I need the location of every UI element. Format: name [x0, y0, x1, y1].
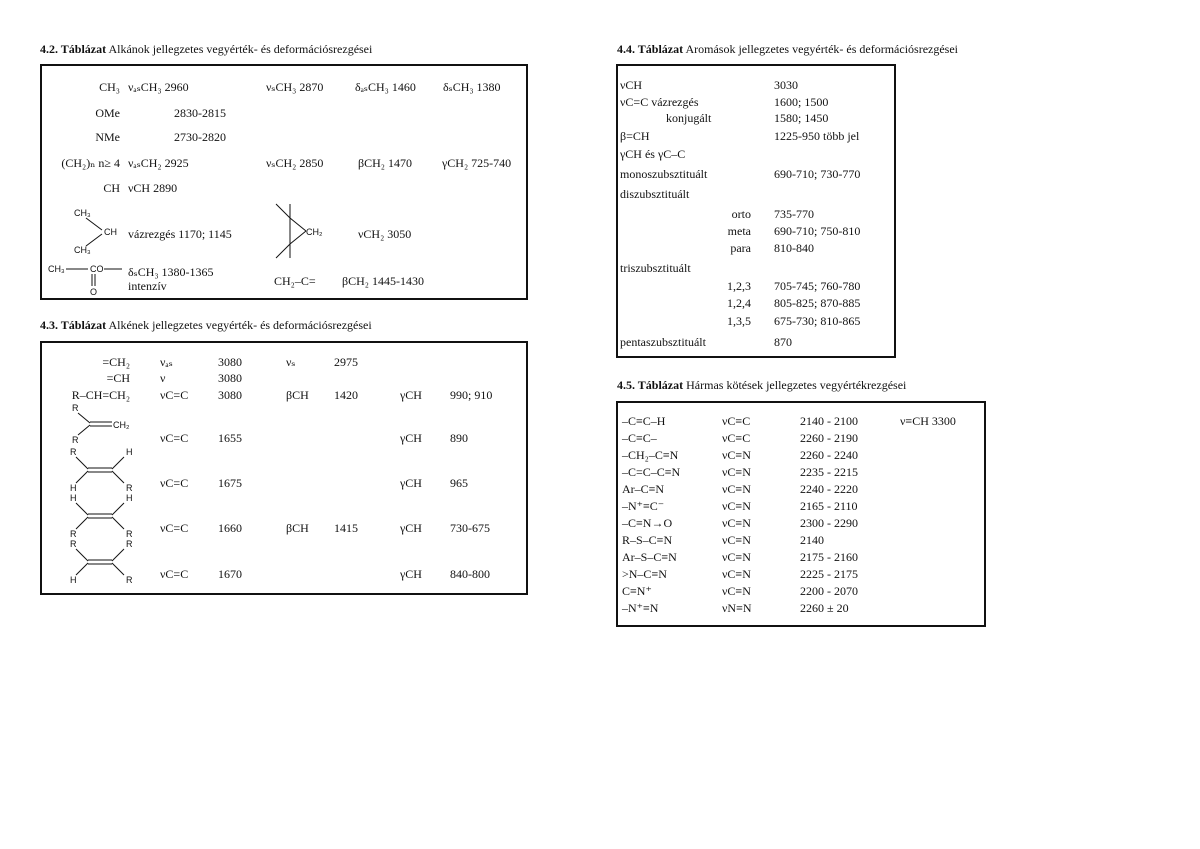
alkene-mode-vs: νₛ: [286, 355, 296, 369]
tri-mode3: γCH: [400, 567, 422, 581]
alkene-val-vs: 2975: [334, 355, 358, 369]
arom-konj: konjugált: [666, 111, 712, 125]
arom-para-val: 810-840: [774, 241, 814, 255]
triple-extra: ν≡CH 3300: [900, 414, 956, 428]
arom-penta-val: 870: [774, 335, 792, 349]
value-vas-ch3: νₐₛCH₃ 2960: [128, 80, 189, 94]
acetyl-o: O: [90, 287, 98, 297]
table-4-3-title: Alkének jellegzetes vegyérték- és deformációsrezgései: [108, 318, 372, 332]
triple-mode: νC≡N: [722, 567, 751, 581]
arom-t135: 1,3,5: [727, 314, 751, 328]
table-row: [618, 584, 984, 601]
table-row: [618, 465, 984, 482]
arom-t123: 1,2,3: [727, 279, 751, 293]
value-vs-ch3: νₛCH₃ 2870: [266, 80, 324, 94]
acetyl-co: CO: [90, 264, 104, 274]
vinylidene-mode3: γCH: [400, 431, 422, 445]
isopropyl-structure: [72, 208, 132, 258]
alkene-group-ch2: =CH₂: [102, 355, 130, 369]
triple-group: R–S–C≡N: [622, 533, 673, 547]
arom-vch-val: 3030: [774, 78, 798, 92]
alkene-vinyl-mode2: βCH: [286, 388, 309, 402]
triple-mode: νC≡N: [722, 448, 751, 462]
value-acetyl: δₛCH₃ 1380-1365: [128, 265, 214, 279]
triple-group: –N⁺≡C⁻: [622, 499, 665, 513]
vinylidene-val: 1655: [218, 431, 242, 445]
group-allyl: CH₂–C=: [274, 274, 316, 288]
triple-mode: νC≡N: [722, 584, 751, 598]
value-vch: νCH 2890: [128, 181, 178, 195]
group-ome: OMe: [95, 106, 120, 120]
triple-mode: νC≡C: [722, 431, 751, 445]
arom-vcc-val: 1600; 1500: [774, 95, 829, 109]
triple-group: >N–C≡N: [622, 567, 667, 581]
arom-meta: meta: [727, 224, 751, 238]
triple-range: 2175 - 2160: [800, 550, 858, 564]
triple-mode: νC≡N: [722, 550, 751, 564]
tri-br: R: [126, 575, 133, 585]
table-4-4: [616, 64, 896, 358]
triple-group: –C≡N→O: [622, 516, 673, 530]
arom-tri: triszubsztituált: [620, 261, 691, 275]
value-vas-ch2: νₐₛCH₂ 2925: [128, 156, 189, 170]
trans-val: 1675: [218, 476, 242, 490]
vinylidene-structure: [70, 403, 150, 445]
trans-mode: νC=C: [160, 476, 189, 490]
triple-group: –N⁺≡N: [622, 601, 659, 615]
cis-mode2: βCH: [286, 521, 309, 535]
table-4-4-number: 4.4. Táblázat: [617, 42, 684, 56]
value-isopropyl: vázrezgés 1170; 1145: [128, 227, 232, 241]
triple-range: 2235 - 2215: [800, 465, 858, 479]
table-row: [618, 482, 984, 499]
table-4-5: [616, 401, 986, 627]
cis-val: 1660: [218, 521, 242, 535]
tri-bl: H: [70, 575, 77, 585]
vinylidene-ch2: CH₂: [113, 420, 130, 430]
triple-range: 2200 - 2070: [800, 584, 858, 598]
gem-dimethyl-ring-structure: [272, 202, 332, 262]
table-4-2: [40, 64, 528, 300]
acetyl-ch3: CH₃: [48, 264, 65, 274]
triple-group: Ar–S–C≡N: [622, 550, 677, 564]
table-4-2-title: Alkánok jellegzetes vegyérték- és deformációsrezgései: [108, 42, 373, 56]
cyclo-ch2-label: CH₂: [306, 227, 323, 237]
table-row: [618, 499, 984, 516]
value-das-ch3: δₐₛCH₃ 1460: [355, 80, 416, 94]
value-ds-ch3: δₛCH₃ 1380: [443, 80, 501, 94]
isopropyl-ch: CH: [104, 227, 117, 237]
table-row: [618, 533, 984, 550]
arom-mono-val: 690-710; 730-770: [774, 167, 861, 181]
cis-val3: 730-675: [450, 521, 490, 535]
arom-bch: β=CH: [620, 129, 650, 143]
arom-para: para: [730, 241, 751, 255]
table-row: [618, 431, 984, 448]
cis-bl: R: [70, 529, 77, 539]
value-cyclo: νCH₂ 3050: [358, 227, 412, 241]
table-4-5-number: 4.5. Táblázat: [617, 378, 684, 392]
arom-konj-val: 1580; 1450: [774, 111, 829, 125]
table-4-5-title: Hármas kötések jellegzetes vegyértékrezgései: [686, 378, 907, 392]
value-vs-ch2: νₛCH₂ 2850: [266, 156, 324, 170]
table-row: [618, 516, 984, 533]
cis-tr: H: [126, 493, 133, 503]
triple-range: 2140 - 2100: [800, 414, 858, 428]
arom-orto-val: 735-770: [774, 207, 814, 221]
arom-t124-val: 805-825; 870-885: [774, 296, 861, 310]
arom-penta: pentaszubsztituált: [620, 335, 706, 349]
alkene-vinyl-val2: 1420: [334, 388, 358, 402]
note-acetyl-intense: intenzív: [128, 279, 167, 293]
isopropyl-ch3-bottom: CH₃: [74, 245, 91, 255]
alkene-vinyl-mode3: γCH: [400, 388, 422, 402]
arom-t135-val: 675-730; 810-865: [774, 314, 861, 328]
triple-mode: νC≡N: [722, 482, 751, 496]
triple-mode: νN≡N: [722, 601, 752, 615]
group-ch: CH: [103, 181, 120, 195]
group-ch3: CH₃: [99, 80, 120, 94]
alkene-vinyl-val3: 990; 910: [450, 388, 493, 402]
triple-range: 2225 - 2175: [800, 567, 858, 581]
trans-alkene-structure: [68, 447, 138, 493]
triple-group: –CH₂–C≡N: [622, 448, 679, 462]
table-4-4-title: Aromások jellegzetes vegyérték- és deformációsrezgései: [685, 42, 959, 56]
triple-range: 2140: [800, 533, 824, 547]
alkene-mode-vas: νₐₛ: [160, 355, 173, 369]
triple-range: 2300 - 2290: [800, 516, 858, 530]
table-row: [618, 601, 984, 618]
triple-range: 2240 - 2220: [800, 482, 858, 496]
arom-mono: monoszubsztituált: [620, 167, 708, 181]
triple-mode: νC≡C: [722, 414, 751, 428]
table-4-3-caption: [40, 318, 372, 333]
vinylidene-val3: 890: [450, 431, 468, 445]
value-nme: 2730-2820: [174, 130, 226, 144]
triple-group: Ar–C≡N: [622, 482, 665, 496]
table-4-4-caption: [617, 42, 958, 57]
alkene-val-v: 3080: [218, 371, 242, 385]
trans-tr: H: [126, 447, 133, 457]
trans-br: R: [126, 483, 133, 493]
isopropyl-ch3-top: CH₃: [74, 208, 91, 218]
triple-group: –C≡C–H: [622, 414, 666, 428]
tri-val3: 840-800: [450, 567, 490, 581]
cis-mode3: γCH: [400, 521, 422, 535]
alkene-group-vinyl: R–CH=CH₂: [71, 388, 130, 402]
group-nme: NMe: [95, 130, 120, 144]
triple-range: 2165 - 2110: [800, 499, 858, 513]
vinylidene-r-bottom: R: [72, 435, 79, 445]
table-row: [618, 567, 984, 584]
arom-orto: orto: [731, 207, 751, 221]
table-row: [618, 550, 984, 567]
arom-di: diszubsztituált: [620, 187, 690, 201]
table-4-2-number: 4.2. Táblázat: [40, 42, 107, 56]
trans-mode3: γCH: [400, 476, 422, 490]
arom-gch: γCH és γC–C: [620, 147, 686, 161]
arom-vch: νCH: [620, 78, 643, 92]
table-4-2-caption: [40, 42, 372, 57]
group-ch2n: (CH₂)ₙ n≥ 4: [61, 156, 120, 170]
alkene-vinyl-val: 3080: [218, 388, 242, 402]
arom-vcc: νC=C vázrezgés: [620, 95, 699, 109]
arom-bch-val: 1225-950 több jel: [774, 129, 860, 143]
triple-mode: νC≡N: [722, 533, 751, 547]
trans-bl: H: [70, 483, 77, 493]
table-4-3: [40, 341, 528, 595]
vinylidene-r-top: R: [72, 403, 79, 413]
triple-group: C≡N⁺: [622, 584, 652, 598]
tri-tr: R: [126, 539, 133, 549]
triple-mode: νC≡N: [722, 499, 751, 513]
triple-mode: νC≡N: [722, 465, 751, 479]
tri-mode: νC=C: [160, 567, 189, 581]
alkene-group-ch: =CH: [106, 371, 130, 385]
trisubstituted-alkene-structure: [68, 539, 138, 585]
tri-tl: R: [70, 539, 77, 549]
tri-val: 1670: [218, 567, 242, 581]
value-g-ch2: γCH₂ 725-740: [442, 156, 512, 170]
cis-tl: H: [70, 493, 77, 503]
trans-tl: R: [70, 447, 77, 457]
triple-group: –C=C–C≡N: [622, 465, 681, 479]
value-b-ch2: βCH₂ 1470: [358, 156, 412, 170]
table-row: [618, 414, 984, 431]
alkene-vinyl-mode: νC=C: [160, 388, 189, 402]
trans-val3: 965: [450, 476, 468, 490]
alkene-val-vas: 3080: [218, 355, 242, 369]
alkene-mode-v: ν: [160, 371, 166, 385]
table-row: [618, 448, 984, 465]
vinylidene-mode: νC=C: [160, 431, 189, 445]
triple-group: –C≡C–: [622, 431, 657, 445]
arom-meta-val: 690-710; 750-810: [774, 224, 861, 238]
cis-val2: 1415: [334, 521, 358, 535]
acetyl-structure: [46, 262, 130, 296]
value-allyl: βCH₂ 1445-1430: [342, 274, 424, 288]
arom-t124: 1,2,4: [727, 296, 751, 310]
table-4-5-caption: [617, 378, 906, 393]
value-ome: 2830-2815: [174, 106, 226, 120]
triple-mode: νC≡N: [722, 516, 751, 530]
cis-br: R: [126, 529, 133, 539]
cis-alkene-structure: [68, 493, 138, 539]
triple-range: 2260 ± 20: [800, 601, 849, 615]
triple-range: 2260 - 2190: [800, 431, 858, 445]
arom-t123-val: 705-745; 760-780: [774, 279, 861, 293]
table-4-3-number: 4.3. Táblázat: [40, 318, 107, 332]
triple-range: 2260 - 2240: [800, 448, 858, 462]
cis-mode: νC=C: [160, 521, 189, 535]
